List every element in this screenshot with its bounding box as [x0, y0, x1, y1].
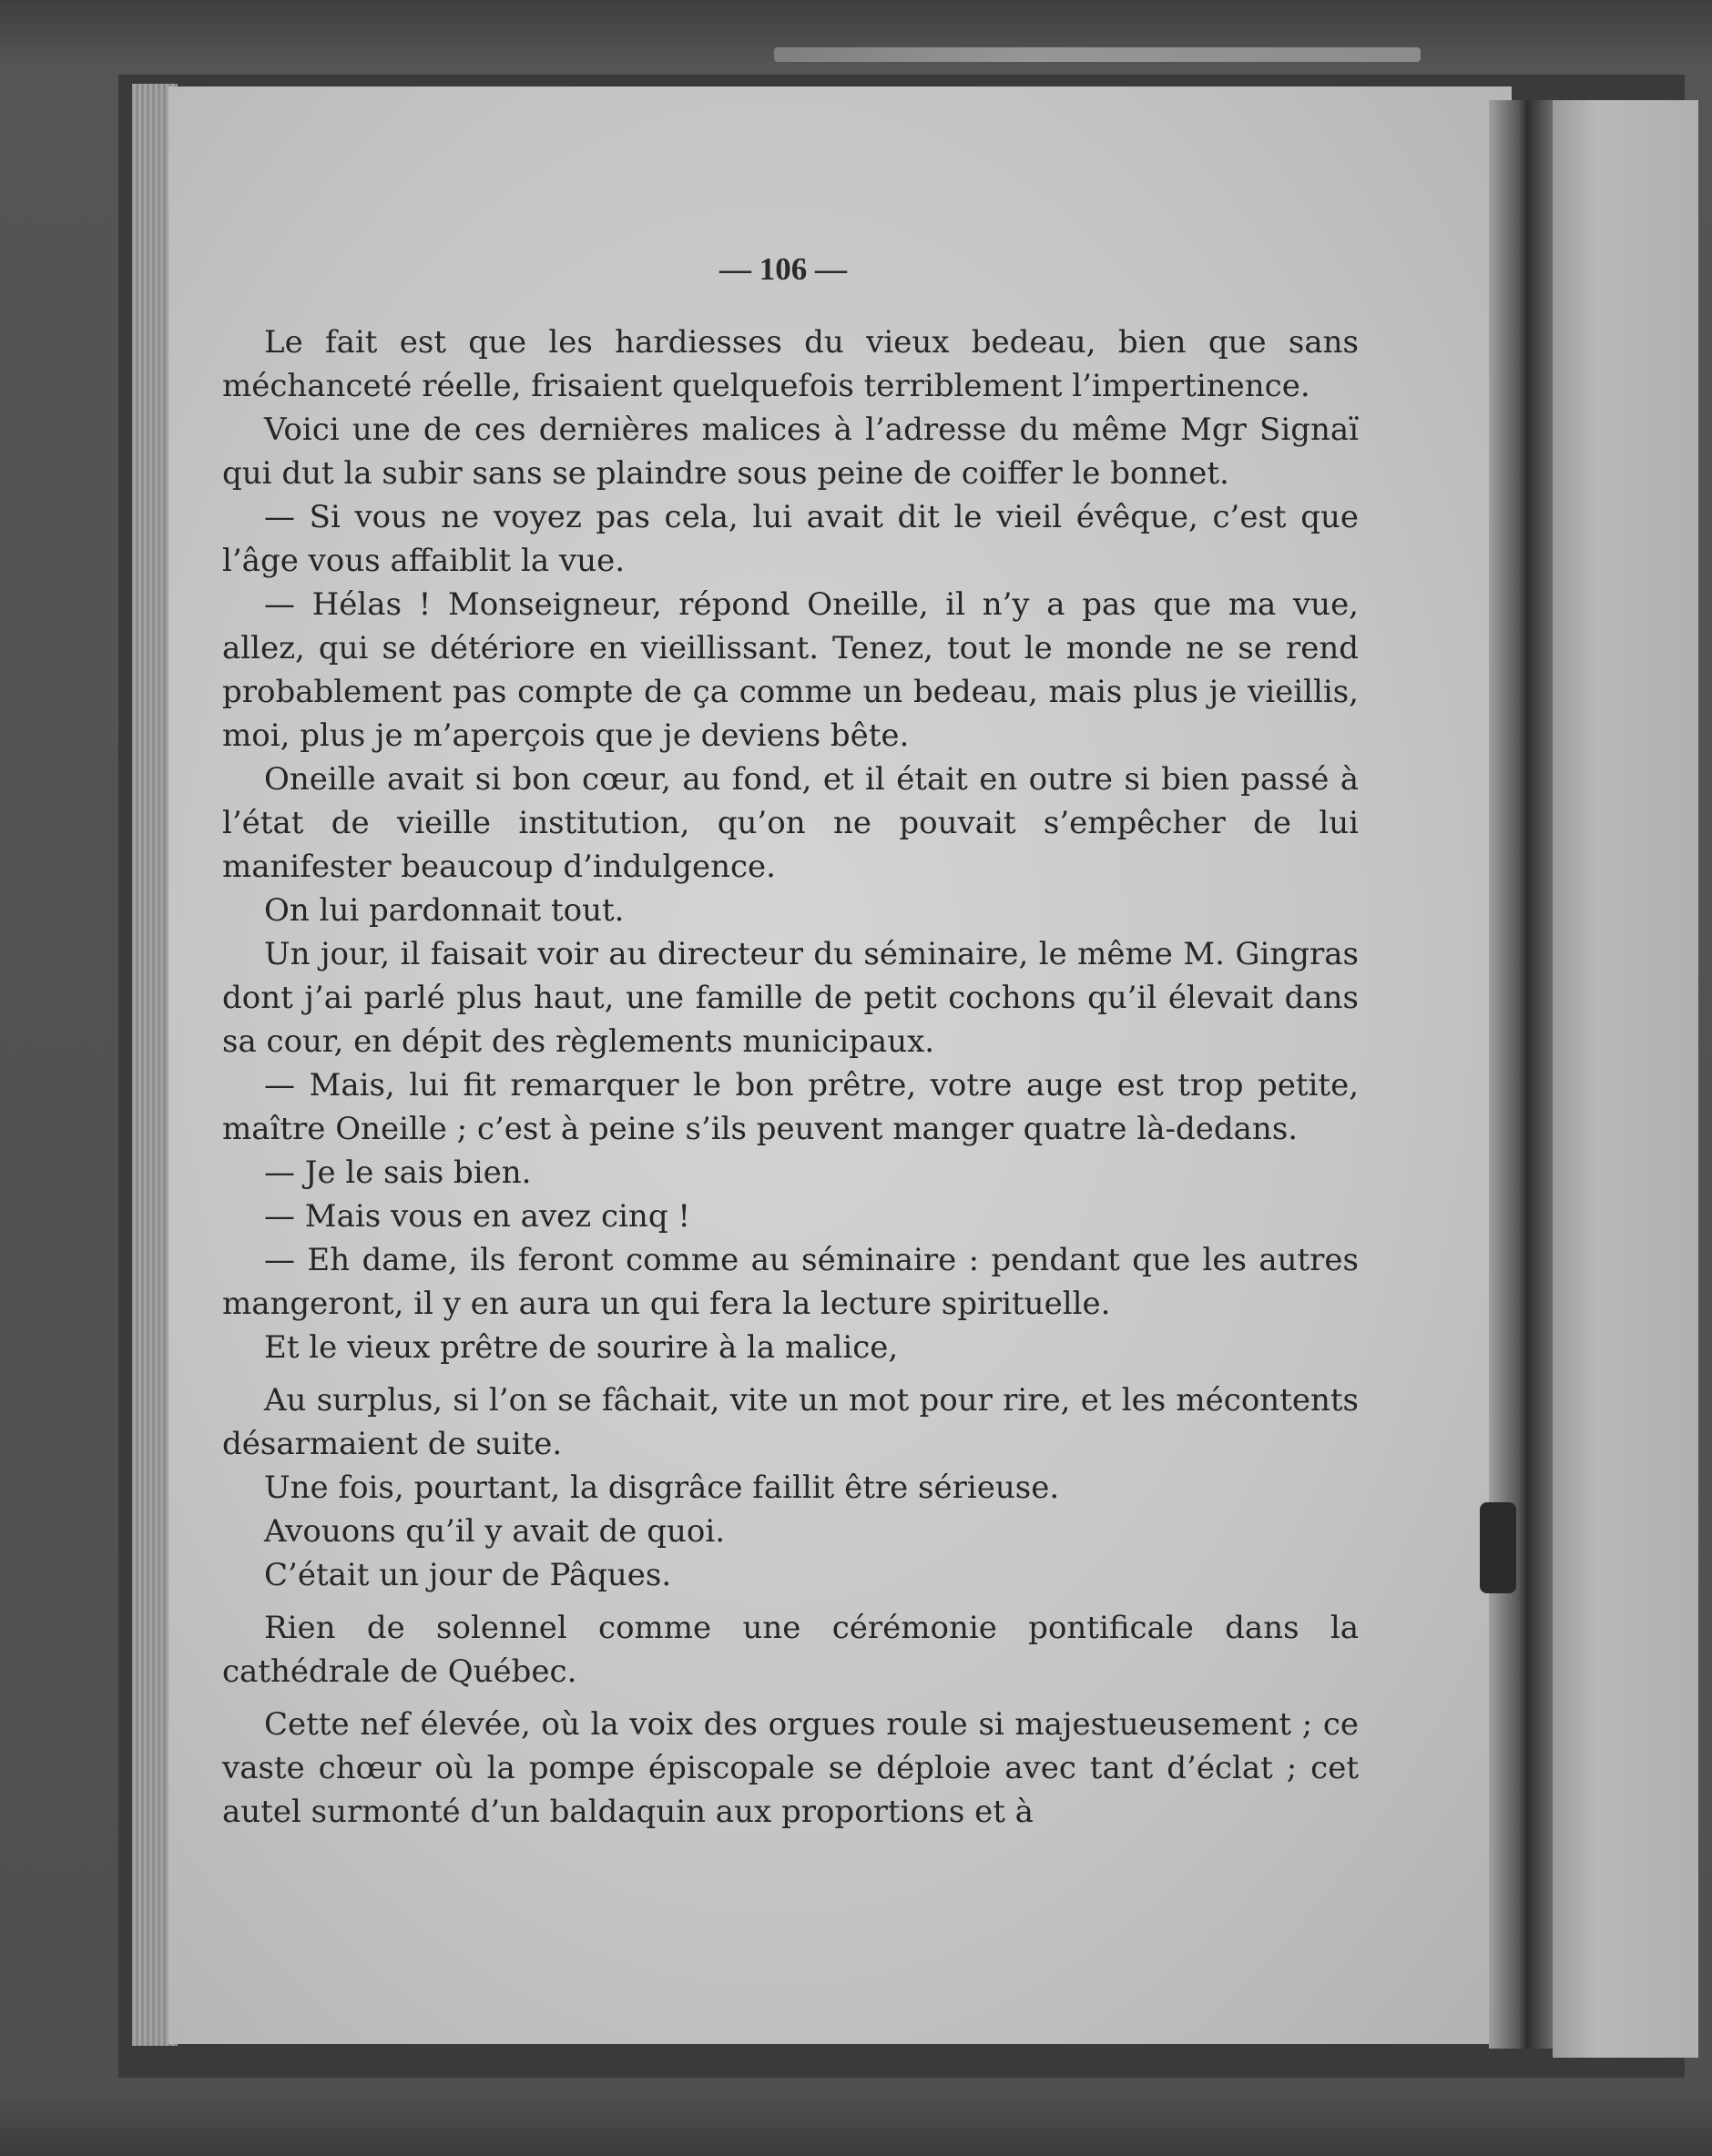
paragraph: On lui pardonnait tout.	[264, 892, 625, 929]
paragraph: Avouons qu’il y avait de quoi.	[264, 1513, 726, 1550]
page-text	[222, 320, 1359, 1834]
paragraph: Au surplus, si l’on se fâchait, vite un mot pour rire, et les mécontents désarmaient de suite.	[222, 1382, 1359, 1462]
page-clip	[1480, 1502, 1516, 1593]
paragraph: Le fait est que les hardiesses du vieux bedeau, bien que sans méchanceté réelle, frisaient quelquefois terriblement l’impertinence.	[222, 324, 1359, 404]
paragraph: Voici une de ces dernières malices à l’adresse du même Mgr Signaï qui dut la subir sans se plaindre sous peine de coiffer le bonnet.	[222, 412, 1359, 492]
book-gutter	[1489, 100, 1553, 2049]
paragraph: Cette nef élevée, où la voix des orgues roule si majestueusement ; ce vaste chœur où la pompe épiscopale se déploie avec tant d’éclat ; cet autel surmonté d’un baldaquin aux proportions et à	[222, 1706, 1359, 1830]
paragraph: — Hélas ! Monseigneur, répond Oneille, il n’y a pas que ma vue, allez, qui se détériore en vieillissant. Tenez, tout le monde ne se rend probablement pas compte de ça comme un bedeau, mais plus je vieillis, moi, plus je m’aperçois que je deviens bête.	[222, 586, 1359, 754]
paragraph: — Mais, lui fit remarquer le bon prêtre, votre auge est trop petite, maître Oneille ; c’est à peine s’ils peuvent manger quatre là-dedans.	[222, 1067, 1359, 1147]
page-number: — 106 —	[719, 251, 847, 287]
paragraph: — Si vous ne voyez pas cela, lui avait dit le vieil évêque, c’est que l’âge vous affaiblit la vue.	[222, 499, 1359, 579]
paragraph: — Eh dame, ils feront comme au séminaire : pendant que les autres mangeront, il y en aura un qui fera la lecture spirituelle.	[222, 1242, 1359, 1322]
paragraph: Une fois, pourtant, la disgrâce faillit être sérieuse.	[264, 1470, 1060, 1506]
paragraph: C’était un jour de Pâques.	[264, 1557, 672, 1593]
paragraph: — Je le sais bien.	[264, 1154, 532, 1191]
paragraph: Rien de solennel comme une cérémonie pontificale dans la cathédrale de Québec.	[222, 1610, 1359, 1690]
paragraph: Et le vieux prêtre de sourire à la malice,	[264, 1329, 899, 1366]
facing-page-edge	[1553, 100, 1698, 2058]
paragraph: Oneille avait si bon cœur, au fond, et il était en outre si bien passé à l’état de vieille institution, qu’on ne pouvait s’empêcher de lui manifester beaucoup d’indulgence.	[222, 761, 1359, 885]
paragraph: Un jour, il faisait voir au directeur du séminaire, le même M. Gingras dont j’ai parlé plus haut, une famille de petit cochons qu’il élevait dans sa cour, en dépit des règlements municipaux.	[222, 936, 1359, 1060]
scanner-edge-strip	[774, 47, 1421, 62]
paragraph: — Mais vous en avez cinq !	[264, 1198, 691, 1235]
